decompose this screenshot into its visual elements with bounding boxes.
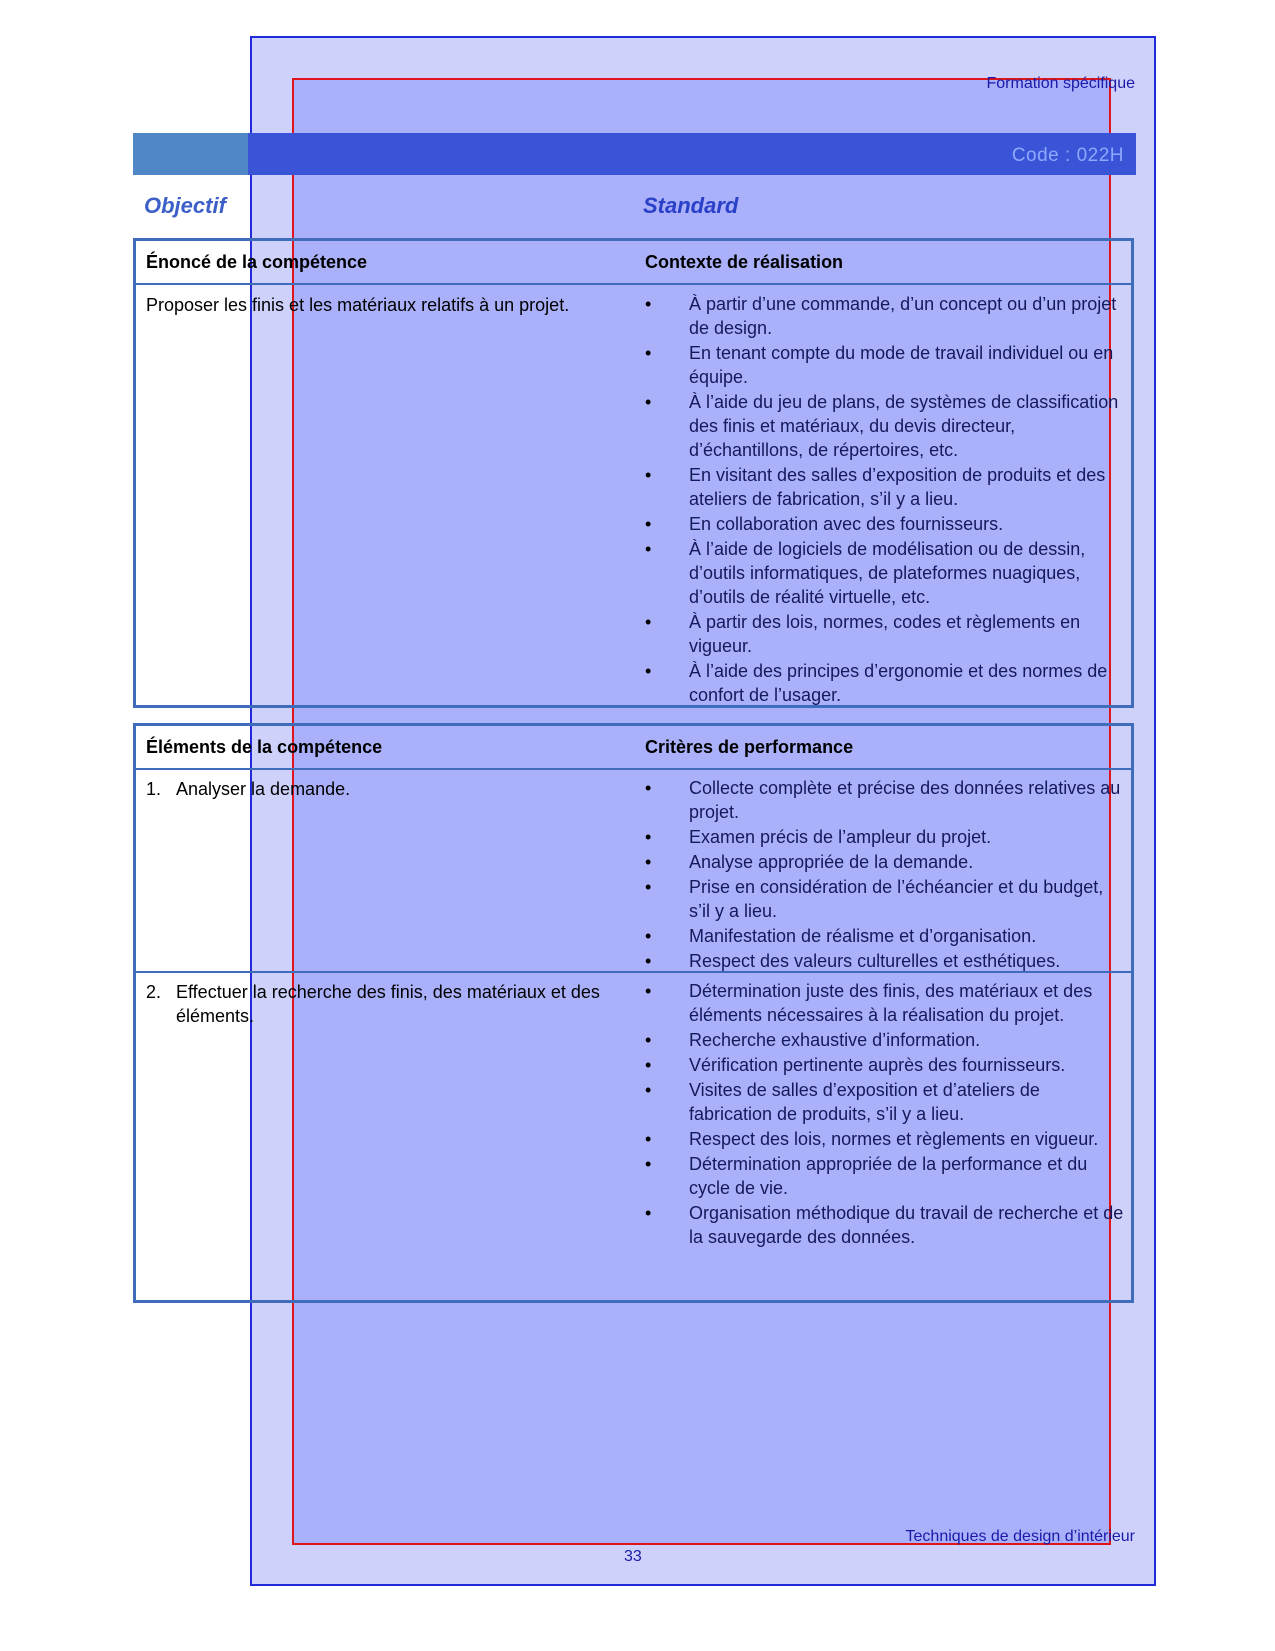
criteria-list-2 <box>645 979 1125 1250</box>
bullet-item: • Vérification pertinente auprès des fournisseurs. <box>645 1053 1125 1077</box>
bullet-item: • En collaboration avec des fournisseurs. <box>645 512 1125 536</box>
bullet-item: • Collecte complète et précise des données relatives au projet. <box>645 776 1125 824</box>
element-label: Analyser la demande. <box>176 779 351 799</box>
bullet-item: • Examen précis de l’ampleur du projet. <box>645 825 1125 849</box>
bullet-item: • Respect des lois, normes et règlements en vigueur. <box>645 1127 1125 1151</box>
bullet-item: • Organisation méthodique du travail de recherche et de la sauvegarde des données. <box>645 1201 1125 1249</box>
bullet-item: • Prise en considération de l’échéancier et du budget, s’il y a lieu. <box>645 875 1125 923</box>
table-header <box>136 241 1131 285</box>
bullet-item: • À l’aide de logiciels de modélisation ou de dessin, d’outils informatiques, de plateformes nuagiques, d’outils de réalité virtuelle, etc. <box>645 537 1125 609</box>
bullet-item: • Respect des valeurs culturelles et esthétiques. <box>645 949 1125 973</box>
code-banner <box>133 133 1136 175</box>
bullet-item: • Détermination juste des finis, des matériaux et des éléments nécessaires à la réalisation du projet. <box>645 979 1125 1027</box>
element-1 <box>146 777 616 801</box>
criteria-header: Critères de performance <box>645 737 854 757</box>
program-name: Techniques de design d’intérieur <box>905 1528 1135 1545</box>
competency-statement: Proposer les finis et les matériaux relatifs à un projet. <box>146 295 570 315</box>
bullet-item: • En tenant compte du mode de travail individuel ou en équipe. <box>645 341 1125 389</box>
context-header: Contexte de réalisation <box>645 252 844 272</box>
element-2 <box>146 980 626 1028</box>
statement-header: Énoncé de la compétence <box>146 252 368 272</box>
performance-criteria-table <box>133 723 1134 1303</box>
elements-header: Éléments de la compétence <box>146 737 383 757</box>
table-header <box>136 726 1131 770</box>
element-label: Effectuer la recherche des finis, des matériaux et des éléments. <box>176 982 600 1026</box>
bullet-item: • Analyse appropriée de la demande. <box>645 850 1125 874</box>
standard-heading: Standard <box>643 193 739 218</box>
competency-statement-table <box>133 238 1134 708</box>
page-number: 33 <box>624 1548 642 1565</box>
element-number: 1. <box>146 779 162 799</box>
objectif-heading: Objectif <box>144 193 226 218</box>
bullet-item: • À l’aide des principes d’ergonomie et des normes de confort de l’usager. <box>645 659 1125 707</box>
bullet-item: • En visitant des salles d’exposition de produits et des ateliers de fabrication, s’il y a lieu. <box>645 463 1125 511</box>
competency-code: Code : 022H <box>1011 145 1124 166</box>
bullet-item: • À partir d’une commande, d’un concept ou d’un projet de design. <box>645 292 1125 340</box>
row-divider <box>136 971 1131 973</box>
criteria-list-1 <box>645 776 1125 974</box>
bullet-item: • Manifestation de réalisme et d’organisation. <box>645 924 1125 948</box>
element-number: 2. <box>146 982 162 1002</box>
context-list <box>645 292 1125 708</box>
bullet-item: • Détermination appropriée de la performance et du cycle de vie. <box>645 1152 1125 1200</box>
bullet-item: • Visites de salles d’exposition et d’ateliers de fabrication de produits, s’il y a lieu. <box>645 1078 1125 1126</box>
header-label: Formation spécifique <box>986 75 1135 92</box>
bullet-item: • À partir des lois, normes, codes et règlements en vigueur. <box>645 610 1125 658</box>
bullet-item: • Recherche exhaustive d’information. <box>645 1028 1125 1052</box>
bullet-item: • À l’aide du jeu de plans, de systèmes de classification des finis et matériaux, du devis directeur, d’échantillons, de répertoires, etc. <box>645 390 1125 462</box>
